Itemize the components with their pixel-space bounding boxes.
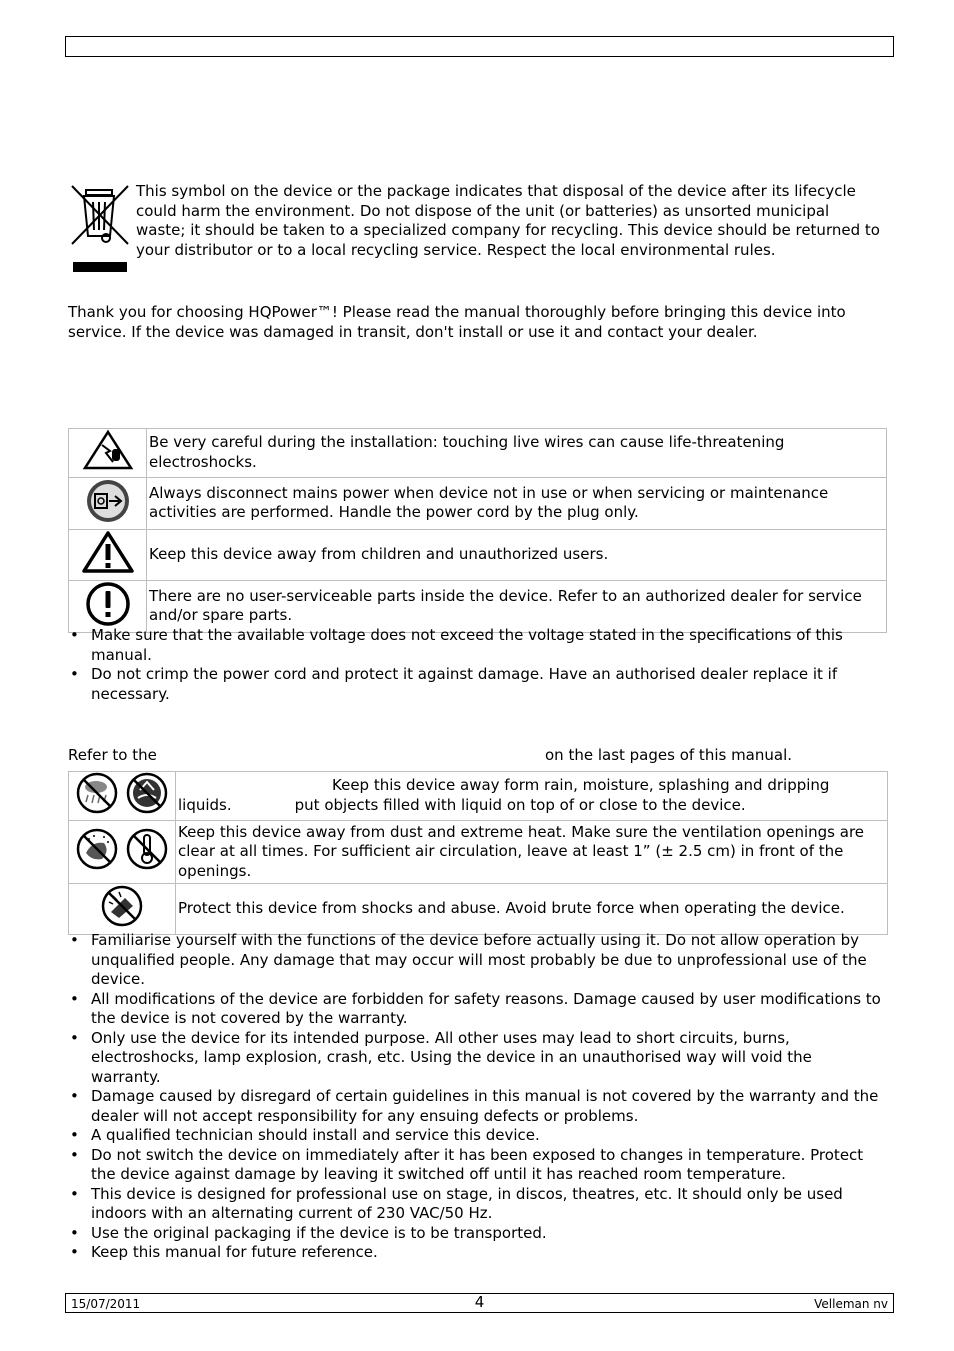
no-rain-icon	[74, 800, 125, 818]
safety-table	[68, 428, 887, 633]
disconnect-plug-icon	[69, 477, 147, 530]
list-item: • All modifications of the device are forbidden for safety reasons. Damage caused by user modifications to the device is not covered by the warranty.	[68, 990, 883, 1029]
list-item: • Only use the device for its intended purpose. All other uses may lead to short circuits, burns, electroshocks, lamp explosion, crash, etc. Using the device in an unauthorised way will void the warranty.	[68, 1029, 883, 1088]
table-row	[69, 884, 888, 935]
table-row	[69, 580, 887, 633]
page-footer	[65, 1293, 894, 1313]
list-item: • Keep this manual for future reference.	[68, 1243, 883, 1263]
crossed-out-wheelie-bin-icon	[68, 182, 132, 276]
safety-text: There are no user-serviceable parts inside the device. Refer to an authorized dealer for service and/or spare parts.	[147, 580, 887, 633]
safety-text: Always disconnect mains power when device not in use or when servicing or maintenance activities are performed. Handle the power cord by the plug only.	[147, 477, 887, 530]
env-text-line1: Keep this device away form rain, moisture, splashing and dripping	[332, 776, 830, 795]
footer-company: Velleman nv	[814, 1297, 888, 1311]
table-row	[69, 530, 887, 581]
list-item: • A qualified technician should install and service this device.	[68, 1126, 883, 1146]
weee-notice: This symbol on the device or the package indicates that disposal of the device after its lifecycle could harm the environment. Do not dispose of the unit (or batteries) as unsorted municipal waste; it should be taken to a specialized company for recycling. This device should be returned to your distributor or to a local recycling service. Respect the local environmental rules.	[136, 182, 880, 259]
table-row	[69, 772, 888, 821]
general-bullets	[68, 931, 883, 1263]
list-item: • Make sure that the available voltage does not exceed the voltage stated in the specifications of this manual.	[68, 626, 883, 665]
env-text-line2b: put objects filled with liquid on top of or close to the device.	[294, 795, 746, 814]
no-liquid-icon	[124, 800, 170, 818]
page-number: 4	[474, 1293, 485, 1311]
table-row	[69, 477, 887, 530]
list-item: • Familiarise yourself with the functions of the device before actually using it. Do not allow operation by unqualified people. Any damage that may occur will most probably be due to unprofessional use of the device.	[68, 931, 883, 990]
list-item: • Do not switch the device on immediately after it has been exposed to changes in temperature. Protect the device against damage by leaving it switched off until it has reached room temperature.	[68, 1146, 883, 1185]
table-row	[69, 429, 887, 478]
no-shock-icon	[69, 884, 176, 935]
header-bar	[65, 36, 894, 57]
list-item: • Damage caused by disregard of certain guidelines in this manual is not covered by the warranty and the dealer will not accept responsibility for any ensuing defects or problems.	[68, 1087, 883, 1126]
safety-text: Be very careful during the installation: touching live wires can cause life-threatening electroshocks.	[147, 429, 887, 478]
env-text: Protect this device from shocks and abuse. Avoid brute force when operating the device.	[176, 884, 888, 935]
list-item: • Do not crimp the power cord and protect it against damage. Have an authorised dealer replace it if necessary.	[68, 665, 883, 704]
footer-date: 15/07/2011	[71, 1297, 141, 1311]
list-item: • Use the original packaging if the device is to be transported.	[68, 1224, 883, 1244]
no-heat-icon	[124, 857, 170, 875]
refer-suffix: on the last pages of this manual.	[545, 746, 793, 764]
env-text-line2a: liquids.	[178, 795, 232, 814]
warning-triangle-icon	[69, 530, 147, 581]
refer-prefix: Refer to the	[68, 746, 157, 764]
table-row	[69, 820, 888, 884]
safety-text: Keep this device away from children and unauthorized users.	[147, 530, 887, 581]
electroshock-warning-icon	[69, 429, 147, 478]
safety-bullets	[68, 626, 883, 704]
list-item: • This device is designed for professional use on stage, in discos, theatres, etc. It should only be used indoors with an alternating current of 230 VAC/50 Hz.	[68, 1185, 883, 1224]
env-text: Keep this device away from dust and extreme heat. Make sure the ventilation openings are clear at all times. For sufficient air circulation, leave at least 1” (± 2.5 cm) in front of the openings.	[176, 820, 888, 884]
intro-paragraph: Thank you for choosing HQPower™! Please read the manual thoroughly before bringing this device into service. If the device was damaged in transit, don't install or use it and contact your dealer.	[68, 303, 846, 341]
environment-table	[68, 771, 888, 935]
no-dust-icon	[74, 857, 125, 875]
exclamation-circle-icon	[69, 580, 147, 633]
